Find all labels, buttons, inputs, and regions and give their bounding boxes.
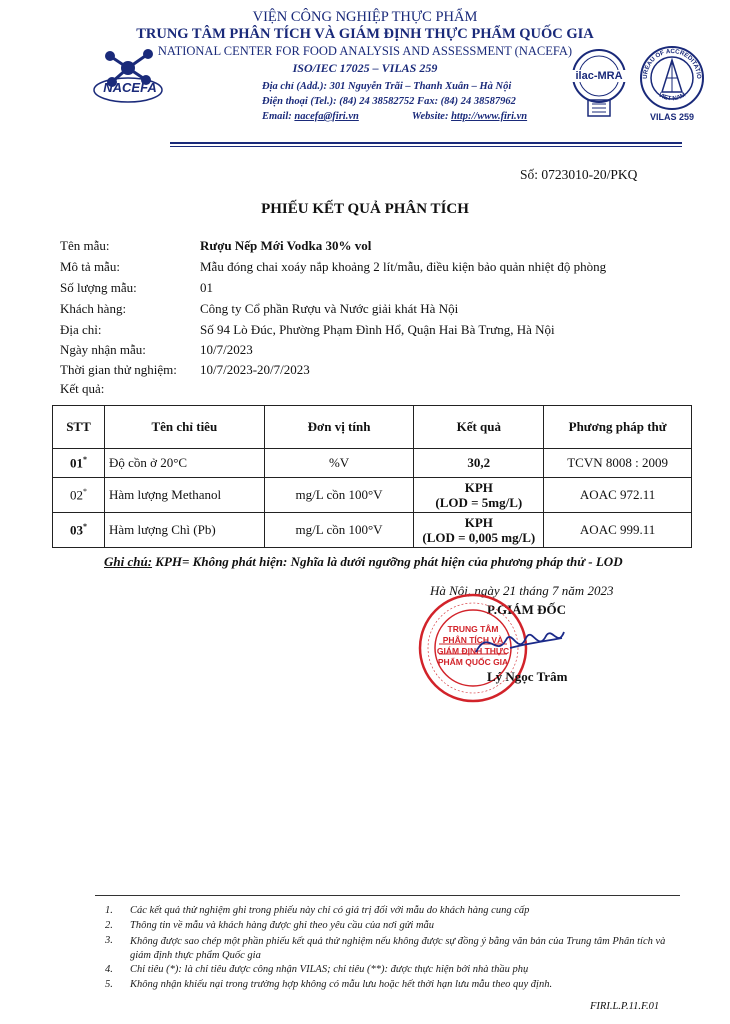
row-name: Độ cồn ở 20°C [104, 449, 264, 478]
signature-date: Hà Nội, ngày 21 tháng 7 năm 2023 [430, 583, 614, 598]
phone-line: Điện thoại (Tel.): (84) 24 38582752 Fax: (84) 24 38587962 [262, 96, 516, 107]
form-code: FIRI.L.P.11.F.01 [590, 1001, 660, 1012]
info-label: Tên mẫu: [60, 238, 110, 253]
note [104, 554, 623, 570]
handwritten-signature [470, 618, 570, 668]
info-value: Công ty Cổ phần Rượu và Nước giải khát Hà Nội [200, 301, 459, 316]
footnote-number: 5. [105, 979, 113, 990]
table-header: STT [53, 406, 105, 449]
info-value-sample-name: Rượu Nếp Mới Vodka 30% vol [200, 238, 372, 253]
signer-name: Lý Ngọc Trâm [487, 669, 568, 684]
row-stt: 03* [53, 513, 105, 548]
table-row [53, 478, 692, 513]
info-label: Mô tả mẫu: [60, 259, 120, 274]
info-label: Ngày nhận mẫu: [60, 342, 146, 357]
row-method: TCVN 8008 : 2009 [544, 449, 692, 478]
iso-accreditation: ISO/IEC 17025 – VILAS 259 [292, 61, 438, 75]
nacefa-logo [82, 44, 172, 116]
ilac-mra-logo [566, 48, 632, 120]
row-stt: 02* [53, 478, 105, 513]
document-number: Số: 0723010-20/PKQ [520, 167, 638, 182]
info-value: 01 [200, 280, 213, 295]
table-header: Tên chỉ tiêu [104, 406, 264, 449]
boa-logo [638, 44, 706, 124]
table-row [53, 513, 692, 548]
info-label: Số lượng mẫu: [60, 280, 137, 295]
footnote-text: Chỉ tiêu (*): là chỉ tiêu được công nhận VILAS; chỉ tiêu (**): được thực hiện bởi nhà thầu phụ [130, 964, 529, 975]
email-link[interactable]: nacefa@firi.vn [294, 111, 359, 122]
info-value: Số 94 Lò Đúc, Phường Phạm Đình Hổ, Quận Hai Bà Trưng, Hà Nội [200, 322, 555, 337]
footnote-number: 3. [105, 935, 113, 946]
row-unit: %V [264, 449, 414, 478]
website-link[interactable]: http://www.firi.vn [451, 111, 528, 122]
row-method: AOAC 972.11 [544, 478, 692, 513]
center-name-en: NATIONAL CENTER FOR FOOD ANALYSIS AND ASSESSMENT (NACEFA) [157, 44, 573, 58]
address-line: Địa chỉ (Add.): 301 Nguyễn Trãi – Thanh Xuân – Hà Nội [262, 81, 512, 92]
table-header-row [53, 406, 692, 449]
institute-name: VIỆN CÔNG NGHIỆP THỰC PHẨM [252, 9, 478, 25]
center-name-vn: TRUNG TÂM PHÂN TÍCH VÀ GIÁM ĐỊNH THỰC PHẨM QUỐC GIA [136, 26, 594, 42]
email-web-line [262, 111, 527, 122]
boa-country-text: VIET NAM [657, 91, 687, 103]
info-value: 10/7/2023-20/7/2023 [200, 362, 310, 377]
row-method: AOAC 999.11 [544, 513, 692, 548]
info-label: Thời gian thử nghiệm: [60, 362, 177, 377]
row-result: 30,2 [414, 449, 544, 478]
footer-divider [95, 895, 680, 896]
vilas-label: VILAS 259 [649, 112, 695, 122]
ilac-mra-text: ilac-MRA [566, 70, 632, 82]
info-value: 10/7/2023 [200, 342, 253, 357]
table-row [53, 449, 692, 478]
info-label: Kết quả: [60, 381, 105, 396]
header-divider-thin [170, 146, 682, 147]
signer-role: P.GIÁM ĐỐC [487, 602, 566, 617]
header-divider [170, 142, 682, 144]
footnote-number: 1. [105, 905, 113, 916]
footnote-text: Không nhận khiếu nại trong trường hợp không có mẫu lưu hoặc hết thời hạn lưu mẫu theo quy định. [130, 979, 553, 990]
results-table [52, 405, 692, 548]
footnote-text: Không được sao chép một phần phiếu kết quả thử nghiệm nếu không được sự đồng ý bằng văn bản của Trung tâm Phân tích và giám định thực phẩm Quốc gia [130, 936, 666, 961]
row-unit: mg/L cồn 100°V [264, 478, 414, 513]
svg-text:VIET NAM [657, 91, 687, 102]
document-title: PHIẾU KẾT QUẢ PHÂN TÍCH [261, 201, 469, 217]
table-header: Kết quả [414, 406, 544, 449]
stamp-text: TRUNG TÂM PHÂN TÍCH VÀ GIÁM ĐỊNH THỰC PHẨM QUỐC GIA [436, 624, 510, 667]
table-header: Phương pháp thử [544, 406, 692, 449]
footnote-number: 2. [105, 920, 113, 931]
info-value: Mẫu đóng chai xoáy nắp khoảng 2 lít/mẫu, điều kiện bảo quản nhiệt độ phòng [200, 259, 607, 274]
row-name: Hàm lượng Methanol [104, 478, 264, 513]
row-unit: mg/L cồn 100°V [264, 513, 414, 548]
footnote-text: Các kết quả thử nghiệm ghi trong phiếu này chỉ có giá trị đối với mẫu do khách hàng cung cấp [130, 905, 530, 916]
nacefa-logo-text: NACEFA [103, 80, 157, 95]
boa-ring-text: UREAU OF ACCREDITATIO [641, 47, 703, 80]
table-header: Đơn vị tính [264, 406, 414, 449]
row-stt: 01* [53, 449, 105, 478]
row-name: Hàm lượng Chì (Pb) [104, 513, 264, 548]
row-result: KPH (LOD = 0,005 mg/L) [414, 513, 544, 548]
row-result: KPH (LOD = 5mg/L) [414, 478, 544, 513]
info-label: Địa chỉ: [60, 322, 102, 337]
website-label: Website: [411, 111, 449, 122]
note-text: KPH= Không phát hiện: Nghĩa là dưới ngưỡng phát hiện của phương pháp thử - LOD [152, 554, 623, 569]
info-label: Khách hàng: [60, 301, 127, 316]
footnote-number: 4. [105, 964, 113, 975]
note-label: Ghi chú: [104, 554, 153, 569]
footnote-text: Thông tin về mẫu và khách hàng được ghi theo yêu cầu của nơi gửi mẫu [130, 920, 435, 931]
email-label: Email: [262, 111, 292, 122]
